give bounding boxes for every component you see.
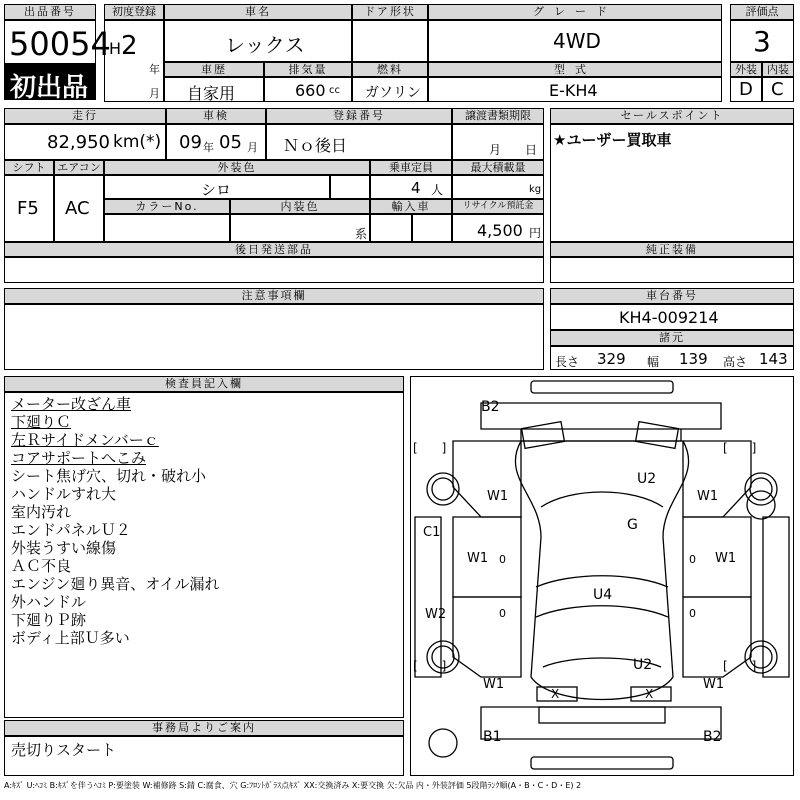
height-label: 高さ <box>723 355 748 369</box>
mark-zero-rear-left: 0 <box>499 607 506 620</box>
recycle-cell <box>452 214 544 242</box>
first-listing-label: 初出品 <box>10 73 89 103</box>
inspector-note: ハンドルすれ大 <box>11 485 117 503</box>
max-load-header: 最大積載量 <box>452 160 544 175</box>
inspector-note: 外ハンドル <box>11 593 87 611</box>
inspector-notes-cell <box>4 392 404 718</box>
first-reg-cell <box>104 20 164 102</box>
first-reg-header: 初度登録 <box>104 4 164 20</box>
inspector-note: 下廻りＰ跡 <box>11 611 87 629</box>
model-code-header: 型式 <box>428 62 722 77</box>
first-listing-badge <box>4 64 96 103</box>
shift-cell <box>4 175 54 242</box>
transfer-month-unit: 月 <box>489 143 502 157</box>
reg-no-header: 登録番号 <box>266 108 452 124</box>
inspector-note: メーター改ざん車 <box>11 395 132 413</box>
sales-point: ★ユーザー買取車 <box>553 131 672 149</box>
bracket-left-bottom: [ ] <box>413 659 447 673</box>
grade: 4WD <box>553 29 601 53</box>
mark-w1-fl: W1 <box>487 489 509 504</box>
exterior-score-cell <box>730 77 762 102</box>
exterior-color: シロ <box>201 181 232 199</box>
dimensions-header: 諸元 <box>550 330 794 346</box>
car-name-cell <box>164 20 352 62</box>
month-unit: 月 <box>149 87 160 100</box>
fuel: ガソリン <box>365 85 421 101</box>
mark-w2: W2 <box>425 607 447 622</box>
rear-panel-shape <box>539 707 665 723</box>
later-parts-cell <box>4 257 544 283</box>
car-name: レックス <box>225 33 305 57</box>
mark-u2-trunk: U2 <box>633 657 653 673</box>
mark-w1-rear-left: W1 <box>483 677 505 692</box>
office-cell <box>4 736 404 776</box>
grade-header: グレード <box>428 4 722 20</box>
inspector-header: 検査員記入欄 <box>4 376 404 392</box>
mark-zero-right: 0 <box>689 553 696 566</box>
front-bumper-shape <box>531 381 673 393</box>
door-header: ドア形状 <box>352 4 428 20</box>
width: 139 <box>679 350 708 368</box>
color-no-header: カラーNo. <box>104 199 230 214</box>
interior-score: C <box>771 79 784 100</box>
car-name-header: 車名 <box>164 4 352 20</box>
lot-no-cell <box>4 20 111 64</box>
caution-cell <box>4 304 544 370</box>
mark-g: G <box>627 517 638 533</box>
inspection-month-unit: 月 <box>247 141 258 154</box>
transfer-day-unit: 日 <box>525 143 538 157</box>
lot-no: 50054 <box>9 25 111 63</box>
displacement-header: 排気量 <box>264 62 352 77</box>
mark-u4: U4 <box>593 587 613 603</box>
car-diagram <box>410 376 794 776</box>
inspector-note: ＡＣ不良 <box>11 557 72 575</box>
inspector-note: 室内汚れ <box>11 503 72 521</box>
reg-no-cell <box>266 124 452 160</box>
office-header: 事務局よりご案内 <box>4 720 404 736</box>
import-cell-a <box>370 214 412 242</box>
fuel-cell <box>352 77 428 102</box>
score-cell <box>730 20 794 62</box>
model-code-cell <box>428 77 722 102</box>
mark-b2-top: B2 <box>481 399 500 415</box>
shift: F5 <box>17 198 39 219</box>
exterior-score: D <box>739 79 753 100</box>
exterior-color-header: 外装色 <box>104 160 370 175</box>
bracket-right-bottom: [ ] <box>723 659 757 673</box>
aircon-cell <box>54 175 104 242</box>
length: 329 <box>597 350 626 368</box>
interior-color-suffix: 系 <box>355 227 368 241</box>
mark-w1-rear-right: W1 <box>703 677 725 692</box>
load-unit: kg <box>529 184 542 195</box>
sales-point-header: セールスポイント <box>550 108 794 124</box>
inspector-note: 外装うすい線傷 <box>11 539 117 557</box>
exterior-header: 外装 <box>730 62 762 77</box>
chassis-cell <box>550 304 794 330</box>
recycle-header: リサイクル預託金 <box>452 199 544 214</box>
inspection-month: 05 <box>219 132 242 153</box>
displacement-cell <box>264 77 352 102</box>
inspector-note: 下廻りＣ <box>11 413 72 431</box>
import-header: 輸入車 <box>370 199 452 214</box>
inspector-note: エンドパネルＵ２ <box>11 521 131 539</box>
history-cell <box>164 77 264 102</box>
inspector-note: コアサポートへこみ <box>11 449 147 467</box>
history-header: 車歴 <box>164 62 264 77</box>
mileage-cell <box>4 124 166 160</box>
left-front-fender-shape <box>453 441 521 517</box>
dimensions-cell <box>550 346 794 370</box>
mark-c1: C1 <box>423 525 441 540</box>
genuine-header: 純正装備 <box>550 242 794 257</box>
chassis-no: KH4-009214 <box>619 308 719 327</box>
shift-header: シフト <box>4 160 54 175</box>
mark-w1-left: W1 <box>467 551 489 566</box>
mark-x-right: X <box>645 687 654 701</box>
caution-header: 注意事項欄 <box>4 288 544 304</box>
genuine-cell <box>550 257 794 283</box>
reg-no: Ｎｏ後日 <box>283 136 348 155</box>
era: H <box>109 39 122 58</box>
mark-x-left: X <box>551 687 560 701</box>
import-cell-b <box>412 214 452 242</box>
inspector-note: シート焦げ穴、切れ・破れ小 <box>11 467 207 485</box>
model-code: E-KH4 <box>549 81 598 100</box>
inspection-cell <box>166 124 266 160</box>
color-no-cell <box>104 214 230 242</box>
mark-u2-hood: U2 <box>637 471 657 487</box>
car-diagram-svg <box>411 377 793 775</box>
max-load-cell <box>452 175 544 199</box>
transfer-header: 譲渡書類期限 <box>452 108 544 124</box>
front-panel-shape <box>481 403 721 429</box>
score-header: 評価点 <box>730 4 794 20</box>
mileage-unit: km(*) <box>113 132 162 152</box>
capacity: 4 <box>411 179 421 197</box>
interior-score-cell <box>762 77 794 102</box>
inspector-note: ボディ上部Ｕ多い <box>11 629 130 647</box>
interior-color-cell <box>230 214 370 242</box>
mark-b1: B1 <box>483 729 502 745</box>
aircon: AC <box>65 198 90 219</box>
office-note: 売切りスタート <box>11 741 117 759</box>
recycle-unit: 円 <box>529 226 542 240</box>
mark-w1-right: W1 <box>715 551 737 566</box>
mark-b2-bottom: B2 <box>703 729 722 745</box>
chassis-header: 車台番号 <box>550 288 794 304</box>
bracket-right-top: [ ] <box>723 441 757 455</box>
mark-zero-left: 0 <box>499 553 506 566</box>
grade-cell <box>428 20 722 62</box>
body-shape <box>515 441 688 700</box>
tire-spare-shape <box>429 729 457 757</box>
inspection-year-unit: 年 <box>203 141 214 154</box>
inspector-notes-list <box>11 395 220 647</box>
cc-unit: cc <box>329 85 340 96</box>
reg-year: 2 <box>121 31 138 61</box>
length-label: 長さ <box>555 355 580 369</box>
exterior-color-extra <box>330 175 370 199</box>
history: 自家用 <box>187 84 236 103</box>
score: 3 <box>753 25 771 58</box>
mark-w1-fr: W1 <box>697 489 719 504</box>
mileage: 82,950 <box>47 132 110 153</box>
mileage-header: 走行 <box>4 108 166 124</box>
year-unit: 年 <box>149 63 160 76</box>
lot-no-header: 出品番号 <box>4 4 96 20</box>
height: 143 <box>759 350 788 368</box>
exterior-color-cell <box>104 175 330 199</box>
interior-header: 内装 <box>762 62 794 77</box>
inspection-header: 車検 <box>166 108 266 124</box>
width-label: 幅 <box>647 355 660 369</box>
rear-bumper-shape <box>531 757 673 769</box>
later-parts-header: 後日発送部品 <box>4 242 544 257</box>
door-cell <box>352 20 428 62</box>
left-rear-fender-shape <box>453 597 521 677</box>
inspector-note: 左Ｒサイドメンバーｃ <box>11 431 159 449</box>
capacity-unit: 人 <box>431 183 444 197</box>
capacity-header: 乗車定員 <box>370 160 452 175</box>
interior-color-header: 内装色 <box>230 199 370 214</box>
mark-zero-rear-right: 0 <box>689 607 696 620</box>
transfer-cell <box>452 124 544 160</box>
inspection-year: 09 <box>179 132 202 153</box>
displacement: 660 <box>295 81 326 100</box>
bracket-left-top: [ ] <box>413 441 447 455</box>
inspector-note: エンジン廻り異音、オイル漏れ <box>11 575 220 593</box>
capacity-cell <box>370 175 452 199</box>
fuel-header: 燃料 <box>352 62 428 77</box>
legend: A:ｷｽﾞ U:ﾍｺﾐ B:ｷｽﾞを伴うﾍｺﾐ P:要塗装 W:補修跡 S:錆 C:腐食、穴 G:ﾌﾛﾝﾄｶﾞﾗｽ点ｷｽﾞ XX:交換済み X:要交換 欠:欠品 内・外装評価 5段階ﾗﾝｸ順(A・B・C・D・E) 2 <box>4 781 582 790</box>
recycle: 4,500 <box>477 221 523 240</box>
sales-point-cell <box>550 124 794 242</box>
aircon-header: エアコン <box>54 160 104 175</box>
